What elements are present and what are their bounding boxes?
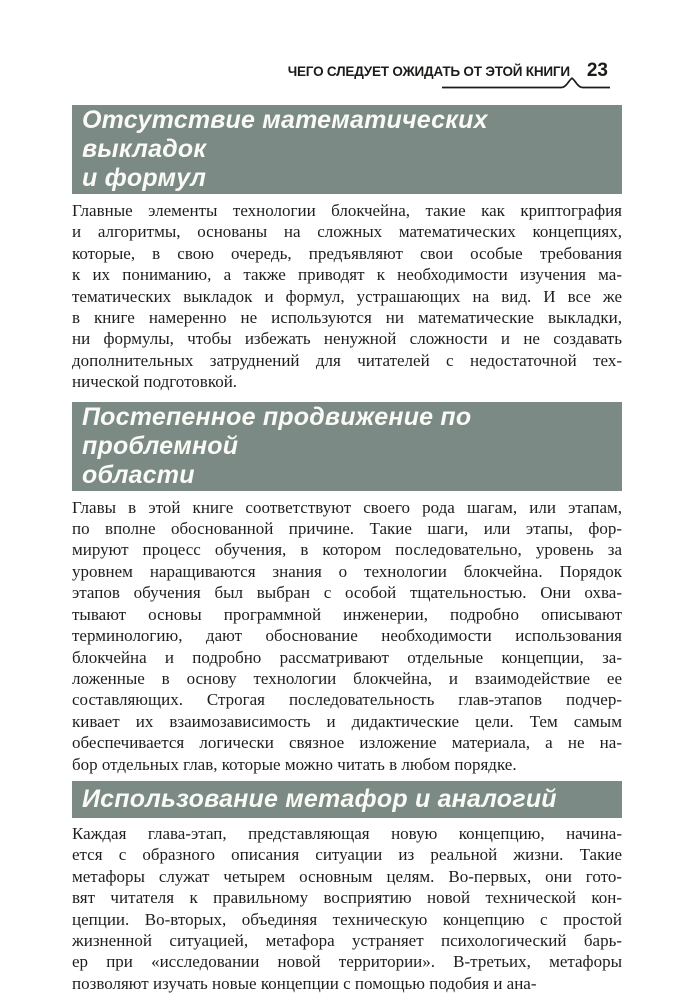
paragraph-line: позволяют изучать новые концепции с помощью подобия и ана- <box>72 973 537 993</box>
paragraph-line: ни формулы, чтобы избежать ненужной сложности и не создавать <box>72 329 622 349</box>
section-heading-line: Использование метафор и аналогий <box>82 784 557 813</box>
paragraph-line: метафоры служат четырем основным целям. Во-первых, они гото- <box>72 866 622 886</box>
paragraph-line: дополнительных затруднений для читателей с недостаточной тех- <box>72 350 622 370</box>
paragraph-line: нической подготовкой. <box>72 372 238 392</box>
paragraph-line: ложенные в основу технологии блокчейна, и взаимодействие ее <box>72 668 622 688</box>
paragraph-line: тематических выкладок и формул, устрашающих на вид. И все же <box>72 286 622 306</box>
paragraph-line: терминологию, дают обоснование необходимости использования <box>72 626 622 646</box>
paragraph-line: которые, в свою очередь, предъявляют свои особые требования <box>72 243 622 263</box>
paragraph-line: тывают основы программной инженерии, подробно описывают <box>72 604 622 624</box>
section-heading-bar <box>72 402 622 491</box>
paragraph-line: блокчейна и подробно рассматривают отдельные концепции, за- <box>72 647 622 667</box>
paragraph-line: ер при «исследовании новой территории». В-третьих, метафоры <box>72 952 622 972</box>
paragraph-line: составляющих. Строгая последовательность глав-этапов подчер- <box>72 690 622 710</box>
section-heading-line: области <box>82 460 195 489</box>
paragraph-line: мируют процесс обучения, в котором последовательно, уровень за <box>72 540 622 560</box>
paragraph <box>72 823 622 994</box>
header-underline-swash-icon <box>442 76 610 90</box>
paragraph-line: в книге намеренно не используются ни математические выкладки, <box>72 308 622 328</box>
paragraph <box>72 497 622 775</box>
paragraph-line: к их пониманию, а также приводят к необходимости изучения ма- <box>72 265 622 285</box>
paragraph-line: Главы в этой книге соответствуют своего рода шагам, или этапам, <box>72 497 622 517</box>
paragraph <box>72 200 622 393</box>
paragraph-line: уровнем наращиваются знания о технологии блокчейна. Порядок <box>72 561 622 581</box>
paragraph-line: Каждая глава-этап, представляющая новую концепцию, начина- <box>72 823 622 843</box>
paragraph-line: вят читателя к правильному восприятию новой технической кон- <box>72 888 622 908</box>
paragraph-line: этапов обучения был выбран с особой тщательностью. Они охва- <box>72 583 622 603</box>
paragraph-line: и алгоритмы, основаны на сложных математических концепциях, <box>72 222 622 242</box>
paragraph-line: ется с образного описания ситуации из реальной жизни. Такие <box>72 845 622 865</box>
page-number: 23 <box>586 60 608 81</box>
paragraph-line: цепции. Во-вторых, объединяя техническую концепцию с простой <box>72 909 622 929</box>
section-heading-line: и формул <box>82 164 207 192</box>
section-heading-line: Отсутствие математических выкладок <box>82 106 488 163</box>
paragraph-line: жизненной ситуацией, метафора устраняет психологический барь- <box>72 930 622 950</box>
paragraph-line: кивает их взаимозависимость и дидактические цели. Тем самым <box>72 711 622 731</box>
section-heading-line: Постепенное продвижение по проблемной <box>82 402 472 460</box>
paragraph-line: обеспечивается логически связное изложение материала, а не на- <box>72 733 622 753</box>
section-heading-bar <box>72 781 622 818</box>
running-head-title: ЧЕГО СЛЕДУЕТ ОЖИДАТЬ ОТ ЭТОЙ КНИГИ <box>287 64 570 79</box>
paragraph-line: по вполне обоснованной причине. Такие шаги, или этапы, фор- <box>72 519 622 539</box>
paragraph-line: Главные элементы технологии блокчейна, такие как криптография <box>72 201 622 220</box>
section-heading-bar <box>72 105 622 194</box>
paragraph-line: бор отдельных глав, которые можно читать в любом порядке. <box>72 754 517 774</box>
